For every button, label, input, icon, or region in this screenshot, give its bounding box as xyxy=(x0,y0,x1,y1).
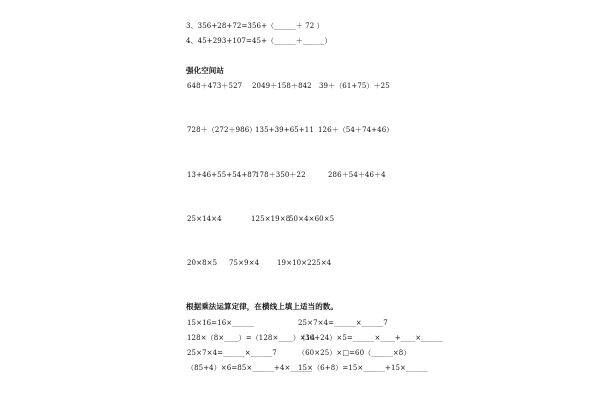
practice-row-5-item-3: 19×10×225×4 xyxy=(277,259,332,267)
practice-row-5-item-1: 20×8×5 xyxy=(187,259,218,267)
practice-row-3-item-1: 13+46+55+54+87 xyxy=(187,171,257,179)
practice-row-3-item-3: 286＋54＋46＋4 xyxy=(328,171,386,179)
multiply-line-2-right: （36+24）×5=______×____+____×______ xyxy=(298,334,443,342)
practice-row-5-item-2: 75×9×4 xyxy=(229,259,260,267)
practice-section-title: 强化空间站 xyxy=(186,66,224,75)
practice-row-2-item-3: 126＋（54＋74+46） xyxy=(318,126,394,134)
multiply-line-1-left: 15×16=16×______ xyxy=(187,319,254,327)
multiply-line-4-right: 15×（6+8）=15×______+15×______ xyxy=(298,364,428,372)
multiply-line-1-right: 25×7×4=______×______7 xyxy=(298,319,388,327)
practice-row-1-item-1: 648＋473＋527 xyxy=(187,82,243,90)
practice-row-4-item-1: 25×14×4 xyxy=(187,215,222,223)
practice-row-3-item-2: 178＋350＋22 xyxy=(255,171,306,179)
multiply-line-4-left: （85+4）×6=85×______+4×______ xyxy=(187,364,313,372)
multiply-section-title: 根据乘法运算定律，在横线上填上适当的数。 xyxy=(186,302,338,311)
top-question-3: 3、356+28+72=356+（______＋ 72 ） xyxy=(186,22,324,30)
practice-row-1-item-3: 39＋（61+75）＋25 xyxy=(319,82,390,90)
multiply-line-2-left: 128×（8×____）=（128×____）×14 xyxy=(187,334,316,342)
multiply-line-3-left: 25×7×4=______×______7 xyxy=(187,349,277,357)
practice-row-4-item-2: 125×19×8 xyxy=(251,215,291,223)
practice-row-2-item-2: 135+39+65+11 xyxy=(255,126,314,134)
multiply-line-3-right: （60×25）×□=60（______×8） xyxy=(298,349,411,357)
practice-row-2-item-1: 728＋（272＋986） xyxy=(187,126,257,134)
practice-row-1-item-2: 2049＋158＋842 xyxy=(252,82,312,90)
practice-row-4-item-3: 50×4×60×5 xyxy=(289,215,335,223)
top-question-4: 4、45+293+107=45+（______＋______） xyxy=(186,37,332,45)
